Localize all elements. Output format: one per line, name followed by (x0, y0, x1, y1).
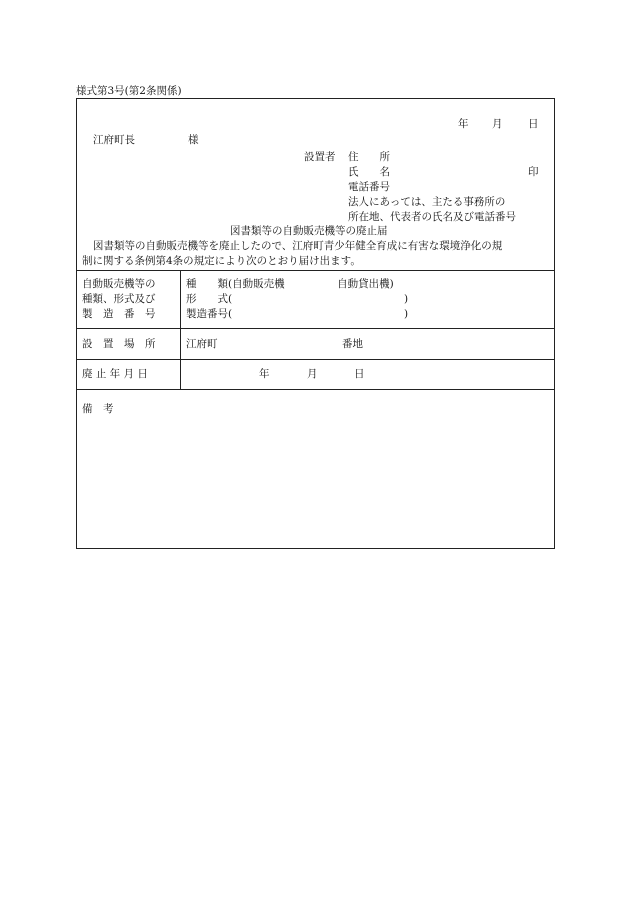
date-day-label: 日 (528, 118, 539, 130)
label-column-divider (180, 270, 181, 389)
date-year-label: 年 (458, 118, 469, 130)
divider-machine (76, 328, 555, 329)
serial-label: 製造番号( (186, 308, 233, 320)
abolition-month-label: 月 (307, 368, 318, 380)
abolition-date-label: 廃 止 年 月 日 (82, 368, 148, 380)
body-text-line-1: 図書類等の自動販売機等を廃止したので、江府町青少年健全育成に有害な環境浄化の規 (93, 240, 503, 252)
phone-label: 電話番号 (348, 181, 390, 193)
addressee-name: 江府町長 (93, 134, 135, 146)
machine-label-line-1: 自動販売機等の (82, 278, 156, 290)
remarks-label: 備 考 (82, 403, 114, 415)
serial-close-paren: ) (404, 308, 409, 320)
location-label: 設 置 場 所 (82, 338, 156, 350)
form-number: 様式第3号(第2条関係) (76, 85, 182, 97)
form-frame (76, 98, 555, 549)
location-town: 江府町 (186, 338, 218, 350)
machine-type-line: 種 類(自動販売機 自動貸出機) (186, 278, 394, 290)
divider-header (76, 270, 555, 271)
date-month-label: 月 (492, 118, 503, 130)
machine-label-line-3: 製 造 番 号 (82, 308, 156, 320)
corp-note-line-2: 所在地、代表者の氏名及び電話番号 (348, 211, 516, 223)
divider-location (76, 359, 555, 360)
seal-mark: 印 (528, 166, 539, 178)
addressee-honorific: 様 (188, 134, 199, 146)
divider-date (76, 389, 555, 390)
address-label: 住 所 (348, 151, 390, 163)
model-close-paren: ) (404, 293, 409, 305)
abolition-day-label: 日 (354, 368, 365, 380)
applicant-label: 設置者 (304, 151, 336, 163)
name-label: 氏 名 (348, 166, 390, 178)
model-label: 形 式( (186, 293, 233, 305)
corp-note-line-1: 法人にあっては、主たる事務所の (348, 196, 506, 208)
location-address-suffix: 番地 (342, 338, 363, 350)
abolition-year-label: 年 (259, 368, 270, 380)
machine-label-line-2: 種類、形式及び (82, 293, 156, 305)
form-title: 図書類等の自動販売機等の廃止届 (230, 225, 388, 237)
body-text-line-2: 制に関する条例第4条の規定により次のとおり届け出ます。 (82, 255, 361, 267)
